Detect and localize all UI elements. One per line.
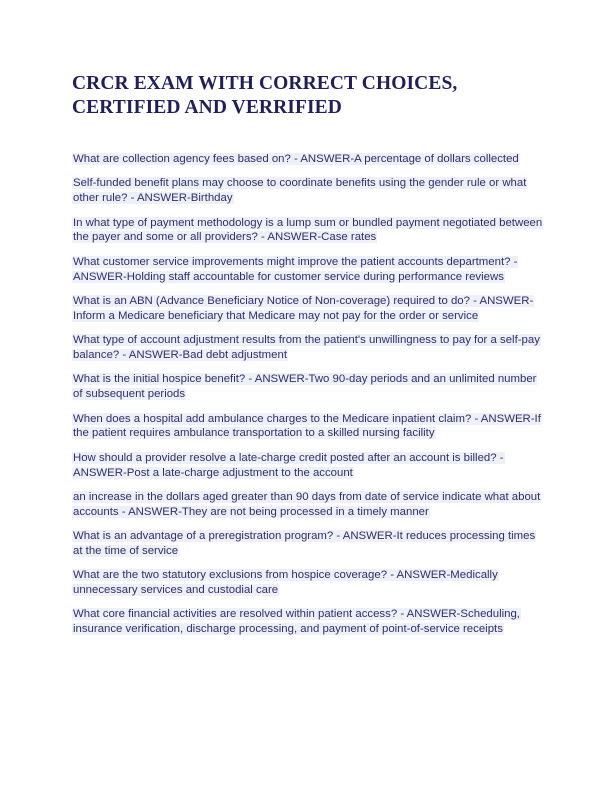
qa-item (72, 451, 546, 481)
qa-text: What is an ABN (Advance Beneficiary Notice of Non-coverage) required to do? - ANSWER-Inform a Medicare beneficiary that Medicare may not pay for the order or service (73, 294, 534, 322)
qa-text: What customer service improvements might improve the patient accounts department? - ANSWER-Holding staff accountable for customer service during performance reviews (73, 255, 518, 283)
qa-item (72, 176, 546, 206)
page-title: CRCR EXAM WITH CORRECT CHOICES, CERTIFIED AND VERRIFIED (72, 73, 458, 118)
qa-text: an increase in the dollars aged greater than 90 days from date of service indicate what about accounts - ANSWER-They are not being processed in a timely manner (73, 490, 541, 518)
qa-item (72, 568, 546, 598)
qa-item (72, 607, 546, 637)
qa-item (72, 216, 546, 246)
qa-item (72, 255, 546, 285)
qa-text: What type of account adjustment results from the patient's unwillingness to pay for a self-pay balance? - ANSWER-Bad debt adjustment (73, 334, 540, 361)
qa-text: What are the two statutory exclusions from hospice coverage? - ANSWER-Medically unnecessary services and custodial care (73, 569, 498, 597)
qa-item (72, 529, 546, 559)
qa-item (72, 412, 546, 442)
qa-text: What is an advantage of a preregistration program? - ANSWER-It reduces processing times at the time of service (73, 530, 536, 557)
qa-item (72, 152, 546, 167)
qa-text: What is the initial hospice benefit? - ANSWER-Two 90-day periods and an unlimited number of subsequent periods (73, 373, 537, 401)
qa-item (72, 372, 546, 402)
qa-item (72, 490, 546, 520)
qa-text: Self-funded benefit plans may choose to coordinate benefits using the gender rule or what other rule? - ANSWER-Birthday (73, 177, 527, 205)
qa-list (72, 152, 546, 647)
qa-item (72, 294, 546, 324)
qa-text: What are collection agency fees based on? - ANSWER-A percentage of dollars collected (73, 153, 519, 165)
qa-text: In what type of payment methodology is a lump sum or bundled payment negotiated between the payer and some or all providers? - ANSWER-Case rates (73, 216, 543, 244)
qa-item (72, 333, 546, 363)
qa-text: What core financial activities are resolved within patient access? - ANSWER-Scheduling, insurance verification, discharge processing, and payment of point-of-service receipts (73, 608, 520, 636)
qa-text: How should a provider resolve a late-charge credit posted after an account is billed? - ANSWER-Post a late-charge adjustment to the account (73, 451, 504, 479)
qa-text: When does a hospital add ambulance charges to the Medicare inpatient claim? - ANSWER-If the patient requires ambulance transportation to a skilled nursing facility (73, 412, 541, 440)
